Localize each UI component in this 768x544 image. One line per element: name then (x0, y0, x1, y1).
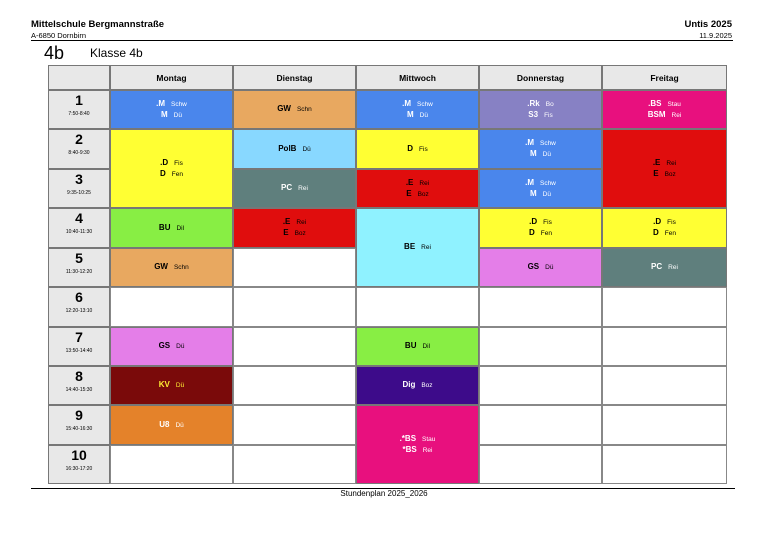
period-number: 2 (75, 131, 83, 147)
empty-slot (479, 445, 602, 484)
empty-slot (602, 287, 727, 327)
lesson-entry (404, 242, 431, 253)
lesson-cell[interactable] (110, 129, 233, 208)
lesson-cell[interactable] (479, 208, 602, 248)
period-time: 16:30-17:20 (65, 466, 93, 472)
teacher-code: Dü (419, 111, 428, 119)
subject-code: *BS (402, 444, 417, 454)
teacher-code: Fen (664, 230, 676, 237)
subject-code: .E (652, 157, 661, 167)
lesson-cell[interactable] (110, 208, 233, 248)
teacher-code: Fen (540, 230, 552, 237)
lesson-cell[interactable] (233, 208, 356, 248)
lesson-entry (648, 110, 682, 121)
class-code: 4b (44, 43, 65, 63)
teacher-code: Dil (422, 343, 431, 350)
subject-code: BE (404, 242, 416, 251)
lesson-entry (159, 223, 184, 234)
empty-slot (110, 287, 233, 327)
lesson-entry (407, 110, 428, 121)
subject-code: PC (651, 262, 663, 271)
grid-corner (48, 65, 110, 90)
teacher-code: Boz (664, 170, 676, 178)
subject-code: M (530, 188, 537, 198)
subject-code: .M (525, 138, 534, 147)
teacher-code: Fis (667, 219, 676, 226)
teacher-code: Dü (542, 190, 551, 198)
system-header (684, 19, 732, 41)
day-header-mittwoch: Mittwoch (356, 65, 479, 90)
empty-slot (479, 287, 602, 327)
subject-code: D (407, 143, 414, 153)
day-header-montag: Montag (110, 65, 233, 90)
period-header-9 (48, 405, 110, 445)
subject-code: D (529, 228, 535, 237)
teacher-code: Dü (176, 343, 185, 350)
lesson-entry (653, 228, 676, 239)
teacher-code: Rei (296, 219, 307, 226)
subject-code: GS (158, 341, 171, 350)
empty-slot (479, 366, 602, 405)
lesson-entry (528, 262, 554, 273)
teacher-code: Rei (666, 159, 677, 167)
period-time: 12:20-13:10 (65, 308, 93, 314)
subject-code: BU (158, 222, 171, 232)
lesson-cell[interactable] (233, 129, 356, 169)
timetable-grid (48, 65, 727, 484)
subject-code: GW (277, 104, 291, 113)
lesson-entry (405, 341, 430, 352)
lesson-entry (525, 138, 556, 149)
school-address: A-6850 Dornbirn (31, 31, 87, 40)
lesson-entry (278, 144, 311, 155)
lesson-cell[interactable] (233, 90, 356, 129)
subject-code: BSM (647, 109, 666, 119)
lesson-entry (160, 169, 183, 180)
empty-slot (233, 445, 356, 484)
lesson-entry (653, 169, 676, 180)
lesson-cell[interactable] (356, 169, 479, 208)
empty-slot (233, 287, 356, 327)
teacher-code: Rei (668, 264, 678, 271)
subject-code: M (161, 109, 168, 119)
teacher-code: Fis (543, 219, 552, 226)
period-time: 10:40-11:30 (65, 229, 93, 235)
period-time: 7:50-8:40 (68, 111, 90, 117)
teacher-code: Bo (545, 100, 554, 108)
school-header (31, 19, 164, 41)
subject-code: .M (525, 177, 534, 187)
lesson-entry (406, 178, 429, 189)
teacher-code: Rei (422, 446, 433, 454)
lesson-entry (156, 99, 187, 110)
period-header-3 (48, 169, 110, 208)
lesson-entry (525, 178, 556, 189)
lesson-cell[interactable] (602, 208, 727, 248)
lesson-entry (277, 104, 312, 115)
period-time: 8:40-9:30 (68, 150, 90, 156)
teacher-code: Dü (542, 151, 551, 158)
teacher-code: Fis (419, 145, 428, 153)
period-header-8 (48, 366, 110, 405)
lesson-entry (648, 99, 681, 110)
lesson-entry (281, 183, 308, 194)
lesson-entry (400, 434, 436, 445)
empty-slot (479, 327, 602, 366)
lesson-cell[interactable] (356, 366, 479, 405)
subject-code: BU (404, 341, 417, 350)
teacher-code: Rei (419, 179, 430, 187)
lesson-cell[interactable] (110, 405, 233, 445)
period-header-4 (48, 208, 110, 248)
lesson-cell[interactable] (110, 366, 233, 405)
lesson-cell[interactable] (356, 405, 479, 484)
subject-code: PC (281, 183, 293, 192)
lesson-entry (407, 144, 427, 155)
teacher-code: Schw (170, 100, 187, 108)
footer-text: Stundenplan 2025_2026 (340, 489, 428, 498)
header-divider (31, 40, 733, 41)
lesson-entry (154, 262, 189, 273)
subject-code: KV (158, 380, 170, 389)
school-name: Mittelschule Bergmannstraße (31, 19, 165, 30)
teacher-code: Dil (176, 224, 185, 232)
teacher-code: Schw (416, 100, 433, 108)
period-header-10 (48, 445, 110, 484)
teacher-code: Rei (298, 185, 308, 192)
lesson-cell[interactable] (602, 90, 727, 129)
lesson-entry (283, 217, 306, 228)
teacher-code: Dü (175, 382, 185, 389)
teacher-code: Schn (296, 106, 312, 113)
subject-code: PolB (278, 143, 297, 153)
period-number: 10 (71, 447, 87, 463)
lesson-entry (403, 445, 433, 456)
period-time: 11:30-12:20 (65, 269, 93, 275)
lesson-entry (161, 110, 182, 121)
period-number: 6 (75, 289, 83, 305)
day-header-donnerstag: Donnerstag (479, 65, 602, 90)
empty-slot (233, 366, 356, 405)
lesson-cell[interactable] (602, 248, 727, 287)
print-date: 11.9.2025 (699, 31, 732, 40)
lesson-cell[interactable] (110, 327, 233, 366)
period-header-1 (48, 90, 110, 129)
subject-code: .E (282, 217, 291, 226)
period-number: 1 (75, 92, 83, 108)
teacher-code: Fis (174, 159, 183, 167)
subject-code: E (283, 228, 289, 237)
empty-slot (602, 366, 727, 405)
period-number: 9 (75, 407, 83, 423)
lesson-entry (406, 189, 429, 200)
teacher-code: Boz (421, 382, 433, 389)
period-number: 7 (75, 329, 83, 345)
period-time: 15:40-16:30 (65, 426, 93, 432)
subject-code: .D (160, 157, 169, 167)
lesson-cell[interactable] (602, 129, 727, 208)
subject-code: .D (529, 217, 538, 226)
lesson-entry (529, 217, 552, 228)
teacher-code: Boz (417, 190, 429, 198)
teacher-code: Rei (671, 111, 682, 119)
lesson-cell[interactable] (479, 90, 602, 129)
day-header-freitag: Freitag (602, 65, 727, 90)
subject-code: .D (653, 217, 662, 226)
empty-slot (233, 405, 356, 445)
lesson-entry (651, 262, 678, 273)
subject-code: D (653, 228, 659, 237)
empty-slot (233, 327, 356, 366)
lesson-entry (528, 110, 552, 121)
lesson-cell[interactable] (479, 129, 602, 169)
lesson-entry (530, 189, 551, 200)
lesson-cell[interactable] (110, 90, 233, 129)
empty-slot (602, 405, 727, 445)
subject-code: M (530, 149, 537, 158)
lesson-entry (160, 158, 183, 169)
lesson-entry (159, 420, 184, 431)
teacher-code: Dü (175, 421, 184, 429)
empty-slot (602, 445, 727, 484)
subject-code: D (160, 168, 166, 178)
teacher-code: Schw (539, 179, 556, 187)
subject-code: .*BS (399, 433, 417, 443)
empty-slot (602, 327, 727, 366)
lesson-entry (653, 217, 676, 228)
lesson-cell[interactable] (356, 129, 479, 169)
subject-code: S3 (528, 109, 539, 119)
lesson-entry (529, 228, 552, 239)
teacher-code: Fen (171, 170, 183, 178)
subject-code: M (407, 109, 414, 119)
empty-slot (110, 445, 233, 484)
lesson-entry (159, 380, 184, 391)
lesson-cell[interactable] (110, 248, 233, 287)
lesson-entry (283, 228, 306, 239)
teacher-code: Schw (539, 140, 556, 147)
lesson-cell[interactable] (479, 248, 602, 287)
teacher-code: Rei (421, 244, 431, 251)
lesson-entry (159, 341, 185, 352)
period-header-6 (48, 287, 110, 327)
period-header-5 (48, 248, 110, 287)
teacher-code: Boz (294, 230, 306, 237)
period-time: 9:35-10:25 (67, 190, 91, 196)
subject-code: .M (402, 98, 411, 108)
lesson-entry (402, 99, 433, 110)
teacher-code: Stau (667, 100, 681, 108)
lesson-cell[interactable] (356, 90, 479, 129)
period-header-7 (48, 327, 110, 366)
period-number: 3 (75, 171, 83, 187)
period-number: 8 (75, 368, 83, 384)
period-time: 14:40-15:30 (65, 387, 93, 393)
subject-code: U8 (159, 419, 170, 429)
teacher-code: Fis (544, 111, 553, 119)
lesson-entry (530, 149, 551, 160)
subject-code: GS (527, 262, 540, 271)
subject-code: E (653, 168, 659, 178)
subject-code: Dig (402, 380, 416, 389)
lesson-cell[interactable] (356, 327, 479, 366)
period-time: 13:50-14:40 (65, 348, 93, 354)
period-number: 5 (75, 250, 83, 266)
teacher-code: Dü (173, 111, 182, 119)
class-name: Klasse 4b (90, 46, 143, 60)
subject-code: GW (154, 262, 168, 271)
subject-code: E (406, 188, 412, 198)
lesson-cell[interactable] (356, 208, 479, 287)
empty-slot (356, 287, 479, 327)
teacher-code: Schn (173, 264, 189, 271)
day-header-dienstag: Dienstag (233, 65, 356, 90)
subject-code: .Rk (527, 98, 540, 108)
lesson-entry (527, 99, 553, 110)
teacher-code: Dü (545, 264, 554, 271)
period-number: 4 (75, 210, 83, 226)
lesson-cell[interactable] (233, 169, 356, 208)
lesson-entry (653, 158, 676, 169)
period-header-2 (48, 129, 110, 169)
subject-code: .M (156, 98, 165, 108)
teacher-code: Dü (302, 145, 311, 153)
lesson-cell[interactable] (479, 169, 602, 208)
empty-slot (233, 248, 356, 287)
system-name: Untis 2025 (684, 19, 732, 30)
teacher-code: Stau (422, 435, 436, 443)
subject-code: .BS (648, 98, 662, 108)
empty-slot (479, 405, 602, 445)
lesson-entry (402, 380, 432, 391)
subject-code: .E (405, 177, 414, 187)
